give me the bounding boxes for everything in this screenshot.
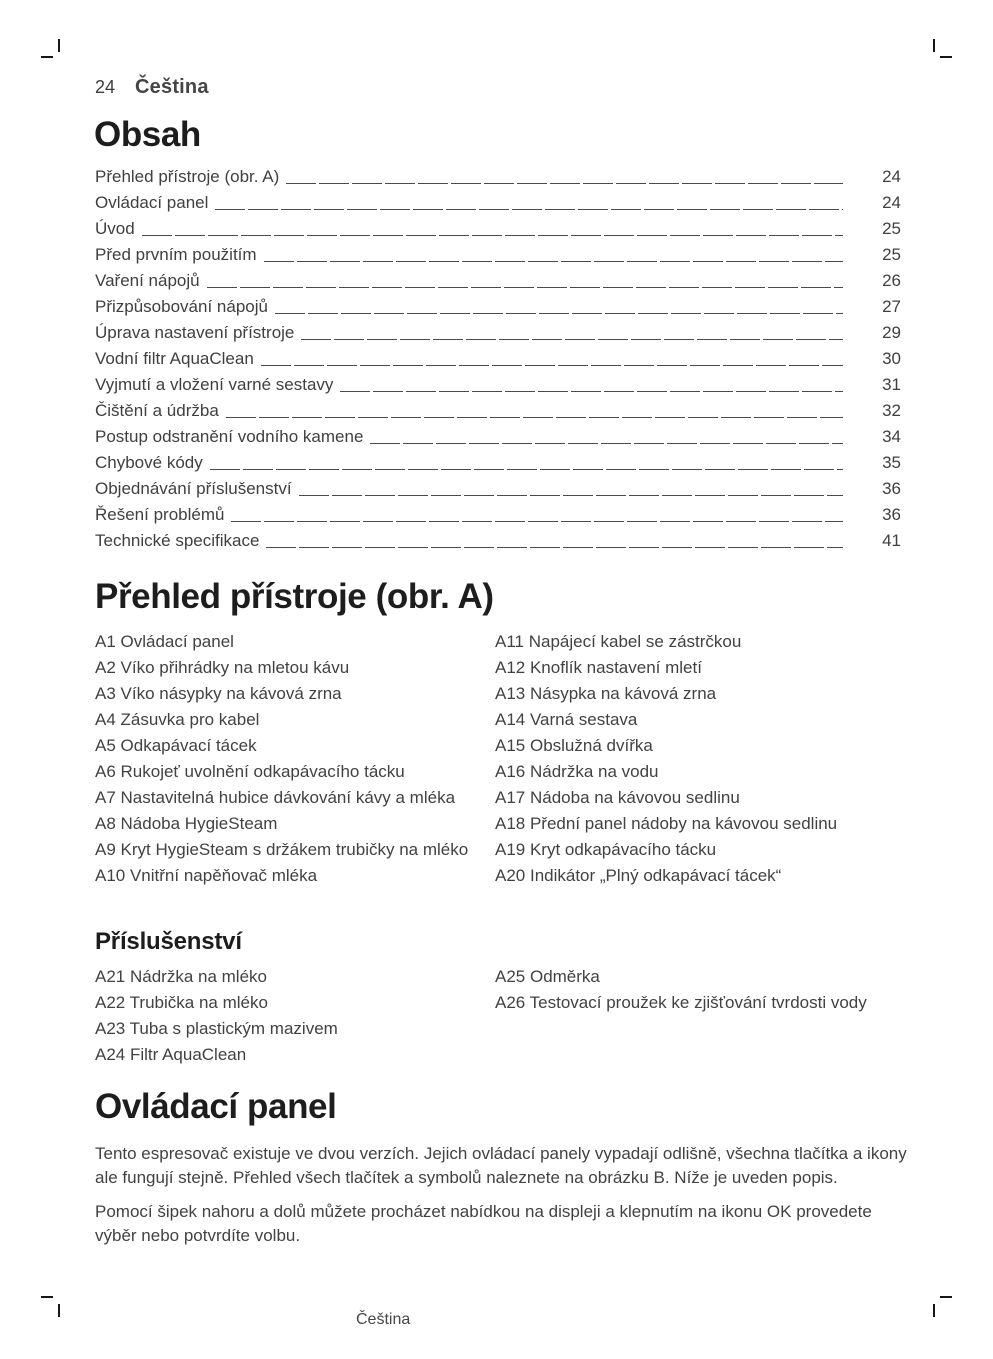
list-item: A2 Víko přihrádky na mletou kávu [95,657,350,677]
list-item: A13 Násypka na kávová zrna [495,683,717,703]
toc-entry-label: Přizpůsobování nápojů [95,297,268,316]
toc-entry [95,449,901,475]
toc-leader-line [210,469,843,471]
toc-entry-label: Vyjmutí a vložení varné sestavy [95,375,334,394]
table-of-contents [95,163,901,553]
list-item: A11 Napájecí kabel se zástrčkou [495,631,742,651]
crop-mark-top-right-vertical [933,39,935,52]
list-item: A24 Filtr AquaClean [95,1044,247,1064]
toc-entry-page: 24 [882,167,901,186]
toc-leader-line [207,287,843,289]
toc-entry-label: Čištění a údržba [95,401,219,420]
toc-entry-page: 29 [882,323,901,342]
toc-leader-line [226,417,843,419]
toc-entry-label: Před prvním použitím [95,245,257,264]
toc-entry [95,293,901,319]
toc-entry-label: Postup odstranění vodního kamene [95,427,364,446]
toc-entry-page: 36 [882,505,901,524]
crop-mark-bottom-left-vertical [58,1304,60,1317]
toc-entry [95,267,901,293]
accessories-title: Příslušenství [95,928,242,955]
list-item: A20 Indikátor „Plný odkapávací tácek“ [495,865,782,885]
list-item: A25 Odměrka [495,966,600,986]
accessories-section [95,928,907,1069]
toc-entry-label: Vodní filtr AquaClean [95,349,254,368]
list-item: A14 Varná sestava [495,709,638,729]
toc-entry [95,319,901,345]
toc-entry [95,397,901,423]
accessories-left-column [95,965,495,1069]
list-item: A4 Zásuvka pro kabel [95,709,260,729]
page-header [95,76,209,99]
toc-title: Obsah [94,115,201,154]
toc-entry [95,345,901,371]
crop-mark-bottom-left-horizontal [41,1296,53,1298]
list-item: A21 Nádržka na mléko [95,966,267,986]
toc-leader-line [142,235,843,237]
toc-entry-page: 31 [882,375,901,394]
toc-entry [95,241,901,267]
toc-entry [95,215,901,241]
toc-leader-line [215,209,843,211]
paragraph: Tento espresovač existuje ve dvou verzích. Jejich ovládací panely vypadají odlišně, všechna tlačítka a ikony ale fungují stejně. Přehled všech tlačítek a symbolů naleznete na obrázku B. Níže je uveden popis. [95,1143,907,1187]
page-footer [356,1311,410,1329]
control-panel-title: Ovládací panel [95,1087,337,1126]
toc-entry [95,501,901,527]
footer-language-label: Čeština [356,1311,411,1328]
list-item: A12 Knoflík nastavení mletí [495,657,702,677]
page-number: 24 [95,77,116,97]
toc-leader-line [261,365,843,367]
crop-mark-bottom-right-vertical [933,1304,935,1317]
toc-entry-label: Úvod [95,219,135,238]
list-item: A15 Obslužná dvířka [495,735,653,755]
device-overview-right-column [495,630,867,890]
toc-entry-page: 26 [882,271,901,290]
header-language-label: Čeština [135,76,209,98]
toc-leader-line [370,443,843,445]
list-item: A7 Nastavitelná hubice dávkování kávy a mléka [95,787,456,807]
toc-entry-page: 36 [882,479,901,498]
toc-entry [95,163,901,189]
list-item: A5 Odkapávací tácek [95,735,257,755]
list-item: A1 Ovládací panel [95,631,234,651]
control-panel-section [95,1088,907,1258]
accessories-right-column [495,965,867,1069]
toc-entry-label: Řešení problémů [95,505,225,524]
list-item: A19 Kryt odkapávacího tácku [495,839,717,859]
crop-mark-top-right-horizontal [940,56,952,58]
toc-entry-label: Přehled přístroje (obr. A) [95,167,280,186]
toc-entry-label: Ovládací panel [95,193,209,212]
toc-entry [95,371,901,397]
device-overview-title: Přehled přístroje (obr. A) [95,577,494,616]
toc-entry [95,475,901,501]
list-item: A26 Testovací proužek ke zjišťování tvrdosti vody [495,992,867,1012]
toc-entry-page: 32 [882,401,901,420]
device-overview-left-column [95,630,495,890]
paragraph: Pomocí šipek nahoru a dolů můžete procházet nabídkou na displeji a klepnutím na ikonu OK provedete výběr nebo potvrdíte volbu. [95,1201,872,1245]
toc-leader-line [299,495,843,497]
toc-entry [95,527,901,553]
list-item: A6 Rukojeť uvolnění odkapávacího tácku [95,761,405,781]
toc-leader-line [340,391,843,393]
toc-entry-page: 30 [882,349,901,368]
toc-entry-label: Technické specifikace [95,531,260,550]
toc-leader-line [266,547,843,549]
list-item: A17 Nádoba na kávovou sedlinu [495,787,740,807]
toc-entry-page: 24 [882,193,901,212]
toc-entry-label: Objednávání příslušenství [95,479,292,498]
toc-entry-page: 25 [882,245,901,264]
crop-mark-bottom-right-horizontal [940,1296,952,1298]
list-item: A9 Kryt HygieSteam s držákem trubičky na mléko [95,839,469,859]
toc-entry-page: 41 [882,531,901,550]
crop-mark-top-left-horizontal [41,56,53,58]
toc-leader-line [275,313,843,315]
list-item: A3 Víko násypky na kávová zrna [95,683,342,703]
list-item: A16 Nádržka na vodu [495,761,659,781]
toc-leader-line [231,521,843,523]
toc-entry-page: 27 [882,297,901,316]
toc-entry-label: Úprava nastavení přístroje [95,323,295,342]
toc-leader-line [286,183,843,185]
toc-entry-page: 25 [882,219,901,238]
list-item: A8 Nádoba HygieSteam [95,813,278,833]
crop-mark-top-left-vertical [58,39,60,52]
list-item: A23 Tuba s plastickým mazivem [95,1018,338,1038]
toc-entry-page: 34 [882,427,901,446]
toc-entry-page: 35 [882,453,901,472]
toc-leader-line [301,339,843,341]
toc-entry-label: Chybové kódy [95,453,203,472]
toc-entry-label: Vaření nápojů [95,271,200,290]
list-item: A18 Přední panel nádoby na kávovou sedlinu [495,813,838,833]
toc-entry [95,423,901,449]
list-item: A22 Trubička na mléko [95,992,268,1012]
list-item: A10 Vnitřní napěňovač mléka [95,865,318,885]
device-overview-section [95,578,907,890]
toc-entry [95,189,901,215]
toc-leader-line [264,261,843,263]
